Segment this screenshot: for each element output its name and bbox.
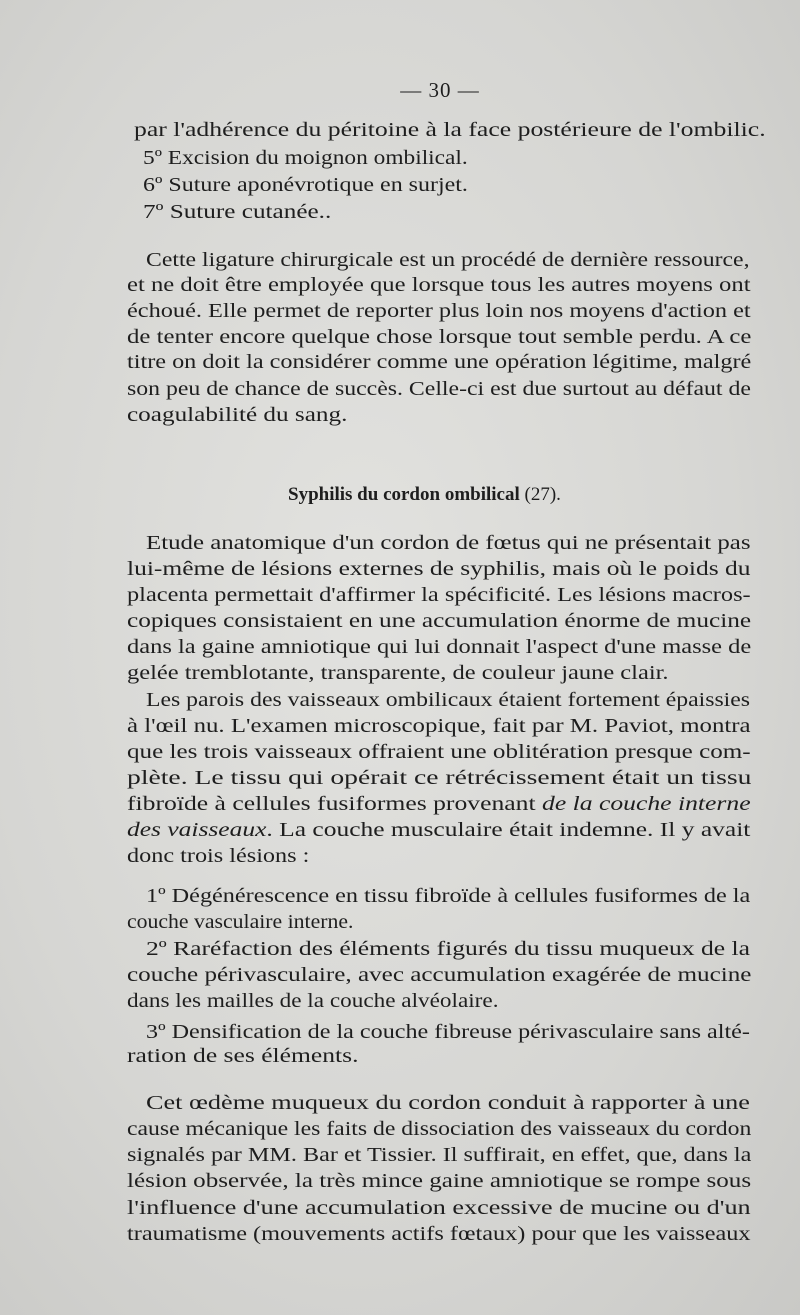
list-item: 2º Raréfaction des éléments figurés du tissu muqueux de la xyxy=(146,938,750,960)
text-line: couche périvasculaire, avec accumulation exagérée de mucine xyxy=(127,964,752,986)
list-item: 5º Excision du moignon ombilical. xyxy=(143,147,468,169)
list-item: 7º Suture cutanée.. xyxy=(143,201,332,223)
list-item: 1º Dégénérescence en tissu fibroïde à cellules fusiformes de la xyxy=(146,885,751,907)
text-line: signalés par MM. Bar et Tissier. Il suffirait, en effet, que, dans la xyxy=(127,1144,752,1166)
text-line: plète. Le tissu qui opérait ce rétrécissement était un tissu xyxy=(127,767,752,789)
text-line: dans la gaine amniotique qui lui donnait l'aspect d'une masse de xyxy=(127,636,752,658)
text-line: cause mécanique les faits de dissociation des vaisseaux du cordon xyxy=(127,1118,752,1140)
text-line: à l'œil nu. L'examen microscopique, fait par M. Paviot, montra xyxy=(127,715,751,737)
section-heading xyxy=(288,484,561,506)
text-line: ration de ses éléments. xyxy=(127,1045,359,1067)
text-line: couche vasculaire interne. xyxy=(127,911,354,933)
italic-phrase: des vaisseaux xyxy=(127,819,267,841)
text-line: des vaisseaux. La couche musculaire était indemne. Il y avait xyxy=(127,819,751,841)
text-line: placenta permettait d'affirmer la spécificité. Les lésions macros- xyxy=(127,584,751,606)
text-line: de tenter encore quelque chose lorsque tout semble perdu. A ce xyxy=(127,326,752,348)
text-line: par l'adhérence du péritoine à la face postérieure de l'ombilic. xyxy=(134,119,766,141)
text-line: copiques consistaient en une accumulation énorme de mucine xyxy=(127,610,752,632)
text-line: échoué. Elle permet de reporter plus loin nos moyens d'action et xyxy=(127,300,751,322)
text-line: et ne doit être employée que lorsque tous les autres moyens ont xyxy=(127,274,751,296)
text-line: traumatisme (mouvements actifs fœtaux) pour que les vaisseaux xyxy=(127,1223,751,1245)
text-line: gelée tremblotante, transparente, de couleur jaune clair. xyxy=(127,662,669,684)
text-line: que les trois vaisseaux offraient une oblitération presque com- xyxy=(127,741,751,763)
page-number: — 30 — xyxy=(400,78,480,102)
italic-phrase: de la couche interne xyxy=(542,793,751,815)
text-line: Cet œdème muqueux du cordon conduit à rapporter à une xyxy=(146,1092,750,1114)
text-line: Les parois des vaisseaux ombilicaux étaient fortement épaissies xyxy=(146,689,751,711)
text-line: dans les mailles de la couche alvéolaire. xyxy=(127,990,499,1012)
text-line: lésion observée, la très mince gaine amniotique se rompe sous xyxy=(127,1170,752,1192)
list-item: 6º Suture aponévrotique en surjet. xyxy=(143,174,468,196)
text-line: donc trois lésions : xyxy=(127,845,310,867)
text-line: coagulabilité du sang. xyxy=(127,404,348,426)
section-reference: (27). xyxy=(524,484,561,505)
text-line: Etude anatomique d'un cordon de fœtus qui ne présentait pas xyxy=(146,532,751,554)
text-line: lui-même de lésions externes de syphilis, mais où le poids du xyxy=(127,558,751,580)
list-item: 3º Densification de la couche fibreuse périvasculaire sans alté- xyxy=(146,1021,750,1043)
text-line: titre on doit la considérer comme une opération légitime, malgré xyxy=(127,351,752,373)
text-line: fibroïde à cellules fusiformes provenant de la couche interne xyxy=(127,793,751,815)
text-line: son peu de chance de succès. Celle-ci est due surtout au défaut de xyxy=(127,378,751,400)
text-line: l'influence d'une accumulation excessive de mucine ou d'un xyxy=(127,1197,751,1219)
section-title: Syphilis du cordon ombilical xyxy=(288,484,520,505)
text-line: Cette ligature chirurgicale est un procédé de dernière ressource, xyxy=(146,249,750,271)
